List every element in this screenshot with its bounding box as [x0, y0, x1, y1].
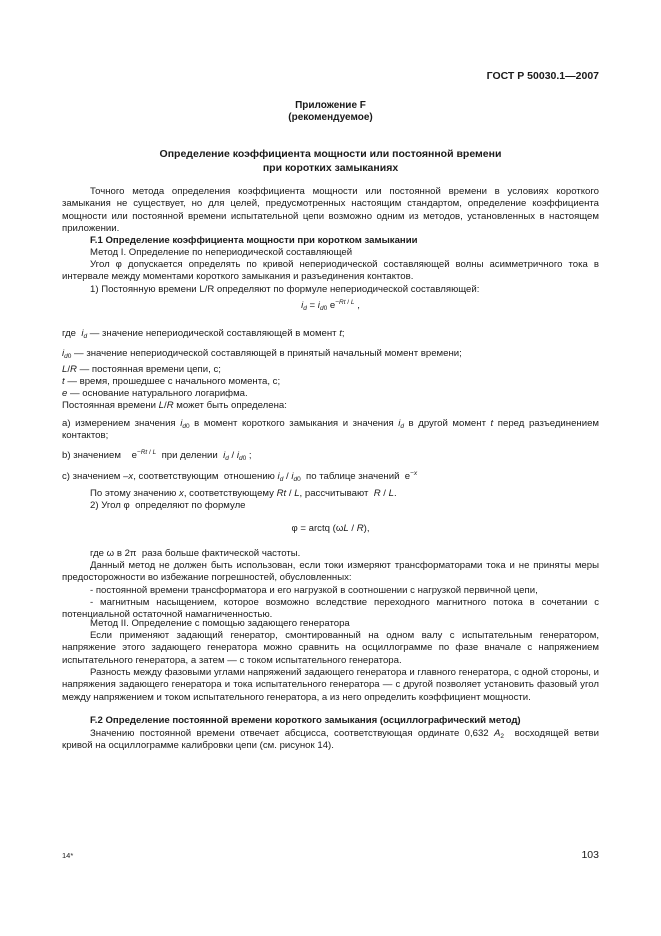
difference-paragraph: [62, 667, 599, 704]
where-omega: где ω в 2π раза больше фактической частоты.: [90, 548, 301, 559]
generator-text: Если применяют задающий генератор, смонтированный на одном валу с испытательным генератором, напряжение этого задающего генератора можно сравнить на осциллограмме по фазе вначале с напряжением испытательного генератора, а затем — с током испытательного генератора.: [62, 630, 599, 666]
formula-aperiodic: $i_d = i_{d0}$ $e^{-Rt / L}$ ,: [301, 299, 360, 312]
section-title-line1: Определение коэффициента мощности или постоянной времени: [159, 148, 502, 160]
intro-paragraph: [62, 186, 599, 236]
where-t: t — время, прошедшее с начального момента, с;: [62, 376, 281, 387]
difference-text: Разность между фазовыми углами напряжений задающего генератора и главного генератора, с одной стороны, и напряжения задающего генератора и тока испытательного генератора — с другой позволяет установить фазовый угол между напряжением и током испытательного генератора, а из него определить коэффициент мощности.: [62, 667, 599, 703]
generator-paragraph: [62, 630, 599, 667]
page-number: 103: [581, 849, 599, 861]
option-c: с) значением –x, соответствующим отношению $i_d / i_{d0}$ по таблице значений $e^{-x}$: [62, 470, 418, 483]
bullet-2-text: - магнитным насыщением, которое возможно вследствие переходного магнитного потока в сочетании с потенциальной остаточной намагниченностью.: [62, 597, 599, 621]
where-id0: $i_{d0}$ — значение непериодической составляющей в принятый начальный момент времени;: [62, 348, 462, 360]
f2-paragraph: Значению постоянной времени отвечает абсцисса, соответствующая ординате 0,632 $A_2$ восходящей ветви кривой на осциллограмме калибровки цепи (см. рисунок 14).: [62, 728, 599, 752]
section-title-line2: при коротких замыканиях: [262, 162, 399, 174]
not-used-paragraph: [62, 560, 599, 585]
not-used-text: Данный метод не должен быть использован, если токи измеряют трансформаторами тока и не приняты меры предосторожности во избежание погрешностей, обусловленных:: [62, 560, 599, 584]
where-lr: L/R — постоянная времени цепи, с;: [62, 364, 221, 375]
step1-text: 1) Постоянную времени L/R определяют по формуле непериодической составляющей:: [90, 284, 480, 295]
document-id: ГОСТ Р 50030.1—2007: [486, 70, 599, 82]
annex-title: Приложение F: [295, 100, 366, 111]
option-b: b) значением $e^{-Rt / L}$ при делении $i_d / i_{d0}$ ;: [62, 449, 252, 462]
step2-text: 2) Угол φ определяют по формуле: [90, 500, 246, 511]
bullet-1: - постоянной времени трансформатора и его нагрузкой в соотношении с нагрузкой первичной цепи,: [90, 585, 538, 596]
lr-can-be: Постоянная времени L/R может быть определена:: [62, 400, 287, 411]
where-id: где $i_d$ — значение непериодической составляющей в момент t;: [62, 328, 345, 340]
annex-subtitle: (рекомендуемое): [288, 112, 373, 123]
where-e: e — основание натурального логарифма.: [62, 388, 248, 399]
option-a: a) измерением значения $i_{d0}$ в момент короткого замыкания и значения $i_d$ в другой момент t перед разъединением контактов;: [62, 418, 600, 442]
angle-paragraph: [62, 259, 599, 284]
by-value-x: По этому значению x, соответствующему Rt / L, рассчитывают R / L.: [90, 488, 397, 499]
method1-label: Метод I. Определение по непериодической составляющей: [90, 247, 353, 258]
sheet-mark: 14*: [62, 851, 74, 860]
intro-text: Точного метода определения коэффициента мощности или постоянной времени в условиях короткого замыкания не существует, но для целей, предусмотренных настоящим стандартом, определение коэффициента мощности или постоянной времени испытательной цепи возможно одним из методов, установленных в настоящем приложении.: [62, 186, 599, 235]
angle-text: Угол φ допускается определять по кривой непериодической составляющей волны асимметричного тока в интервале между моментами короткого замыкания и разъединения контактов.: [62, 259, 599, 283]
f1-heading: F.1 Определение коэффициента мощности при коротком замыкании: [90, 235, 418, 246]
f2-heading: F.2 Определение постоянной времени короткого замыкания (осциллографический метод): [90, 715, 521, 726]
formula-angle: φ = arctq (ωL / R),: [291, 523, 370, 534]
method2-label: Метод II. Определение с помощью задающего генератора: [90, 618, 350, 629]
